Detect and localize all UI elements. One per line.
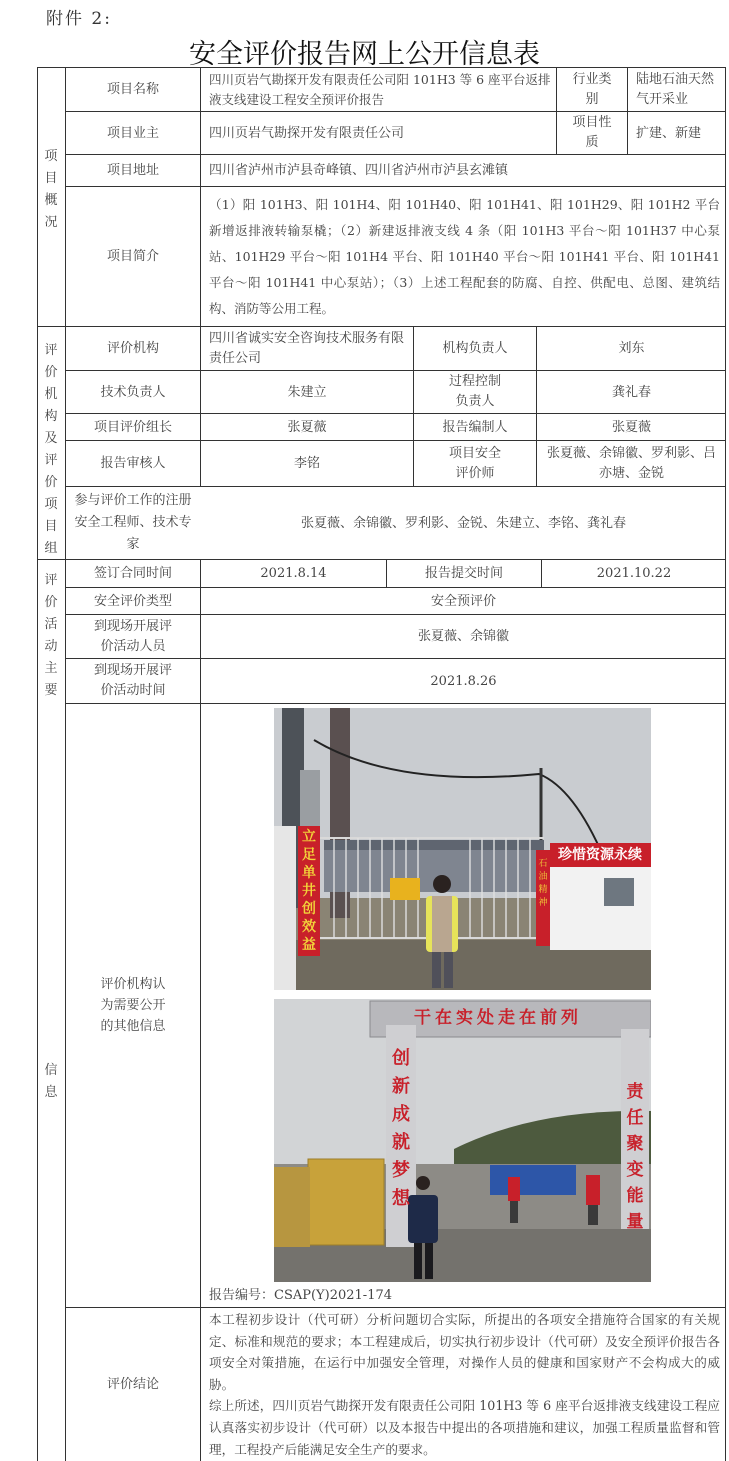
industry-value: 陆地石油天然气开采业	[636, 71, 715, 107]
team-lead-value: 张夏薇	[287, 419, 327, 435]
report-reviewer-value: 李铭	[293, 456, 320, 471]
conclusion-paragraph-2: 综上所述，四川页岩气勘探开发有限责任公司阳 101H3 等 6 座平台返排液支线建设工程应认真落实初步设计（代可研）以及本报告中提出的各项措施和建议，加强工程质量监督和管理，工程投产后能满足安全生产的要求。	[209, 1398, 720, 1457]
safety-evaluator-label: 项目安全评价师	[448, 445, 501, 481]
document-title: 安全评价报告网上公开信息表	[189, 39, 540, 70]
tech-lead-value: 朱建立	[287, 384, 327, 400]
report-writer-value: 张夏薇	[611, 419, 651, 435]
project-address-value: 四川省泸州市泸县奇峰镇、四川省泸州市泸县玄滩镇	[209, 163, 509, 178]
project-name-value: 四川页岩气勘探开发有限责任公司阳 101H3 等 6 座平台返排液支线建设工程安全预评价报告	[209, 71, 551, 107]
process-lead-label: 过程控制负责人	[448, 374, 501, 409]
project-address-label: 项目地址	[106, 163, 159, 178]
engineers-value: 张夏薇、余锦徽、罗利影、金锐、朱建立、李铭、龚礼春	[300, 515, 626, 531]
site-photo-1	[274, 708, 651, 990]
evaluation-type-value: 安全预评价	[430, 593, 496, 609]
conclusion-paragraph-1: 本工程初步设计（代可研）分析问题切合实际，所提出的各项安全措施符合国家的有关规定、标准和规范的要求；本工程建成后，切实执行初步设计（代可研）及安全预评价报告各项安全对策措施，在运行中加强安全管理，对操作人员的健康和国家财产不会构成大的威胁。	[209, 1312, 720, 1392]
section-info-label: 信息	[44, 1063, 58, 1100]
agency-leader-label: 机构负责人	[442, 341, 508, 356]
site-photo-2	[274, 999, 651, 1282]
section-activity-label: 评价活动主要	[44, 573, 58, 698]
agency-value: 四川省诚实安全咨询技术服务有限责任公司	[209, 330, 405, 366]
attachment-label: 附件 2:	[46, 9, 112, 29]
project-intro-label: 项目简介	[106, 249, 159, 264]
project-owner-label: 项目业主	[106, 125, 159, 141]
section-overview-label: 项目概况	[44, 149, 58, 230]
process-lead-value: 龚礼春	[611, 384, 651, 400]
safety-evaluator-value: 张夏薇、余锦徽、罗利影、吕亦塘、金锐	[546, 445, 716, 481]
project-intro-value: （1）阳 101H3、阳 101H4、阳 101H40、阳 101H41、阳 101H29、阳 101H2 平台新增返排液转输泵橇；（2）新建返排液支线 4 条（阳 101H3 平台～阳 101H37 中心泵站、101H29 平台～阳 101H4 平台、阳 101H40 平台～阳 101H41 平台、阳 101H41 平台～阳 101H41 中心泵站）；（3）上述工程配套的防腐、自控、供配电、总图、建筑结构、消防等公用工程。	[209, 196, 720, 316]
other-info-label: 评价机构认为需要公开的其他信息	[100, 977, 166, 1034]
project-owner-value: 四川页岩气勘探开发有限责任公司	[209, 125, 405, 141]
project-name-label: 项目名称	[106, 82, 159, 97]
evaluation-type-label: 安全评价类型	[93, 593, 172, 609]
photo-2-gate-right-text: 责任聚变能量	[626, 1082, 644, 1232]
tech-lead-label: 技术负责人	[100, 384, 166, 400]
site-staff-label: 到现场开展评价活动人员	[93, 618, 172, 654]
project-nature-value: 扩建、新建	[636, 125, 702, 141]
engineers-label: 参与评价工作的注册安全工程师、技术专家	[74, 493, 192, 552]
site-staff-value: 张夏薇、余锦徽	[417, 629, 509, 644]
site-photo-2-drawing	[274, 999, 651, 1282]
submit-date-value: 2021.10.22	[596, 566, 672, 581]
team-lead-label: 项目评价组长	[93, 419, 172, 435]
agency-leader-value: 刘东	[618, 341, 645, 356]
site-time-label: 到现场开展评价活动时间	[93, 663, 172, 698]
report-writer-label: 报告编制人	[442, 419, 508, 435]
report-number: 报告编号：CSAP(Y)2021-174	[209, 1287, 393, 1303]
photo-2-gate-left-text: 创新成就梦想	[392, 1048, 410, 1209]
photo-1-banner-text: 珍惜资源永续	[558, 847, 642, 863]
photo-2-gate-top-text: 干在实处走在前列	[414, 1008, 582, 1028]
section-org-label: 评价机构及评价项目组	[44, 343, 58, 556]
conclusion-label: 评价结论	[106, 1377, 159, 1392]
site-time-value: 2021.8.26	[430, 673, 497, 689]
agency-label: 评价机构	[106, 341, 159, 356]
conclusion-text	[201, 1309, 726, 1461]
photo-1-left-sign-text: 立足单井创效益	[302, 829, 316, 953]
report-reviewer-label: 报告审核人	[100, 456, 166, 471]
contract-date-value: 2021.8.14	[260, 566, 327, 581]
photo-1-right-sign-text: 石油精神	[538, 859, 548, 908]
contract-date-label: 签订合同时间	[93, 566, 172, 581]
industry-label: 行业类别	[572, 71, 612, 107]
submit-date-label: 报告提交时间	[424, 566, 503, 581]
project-nature-label: 项目性质	[572, 115, 612, 150]
